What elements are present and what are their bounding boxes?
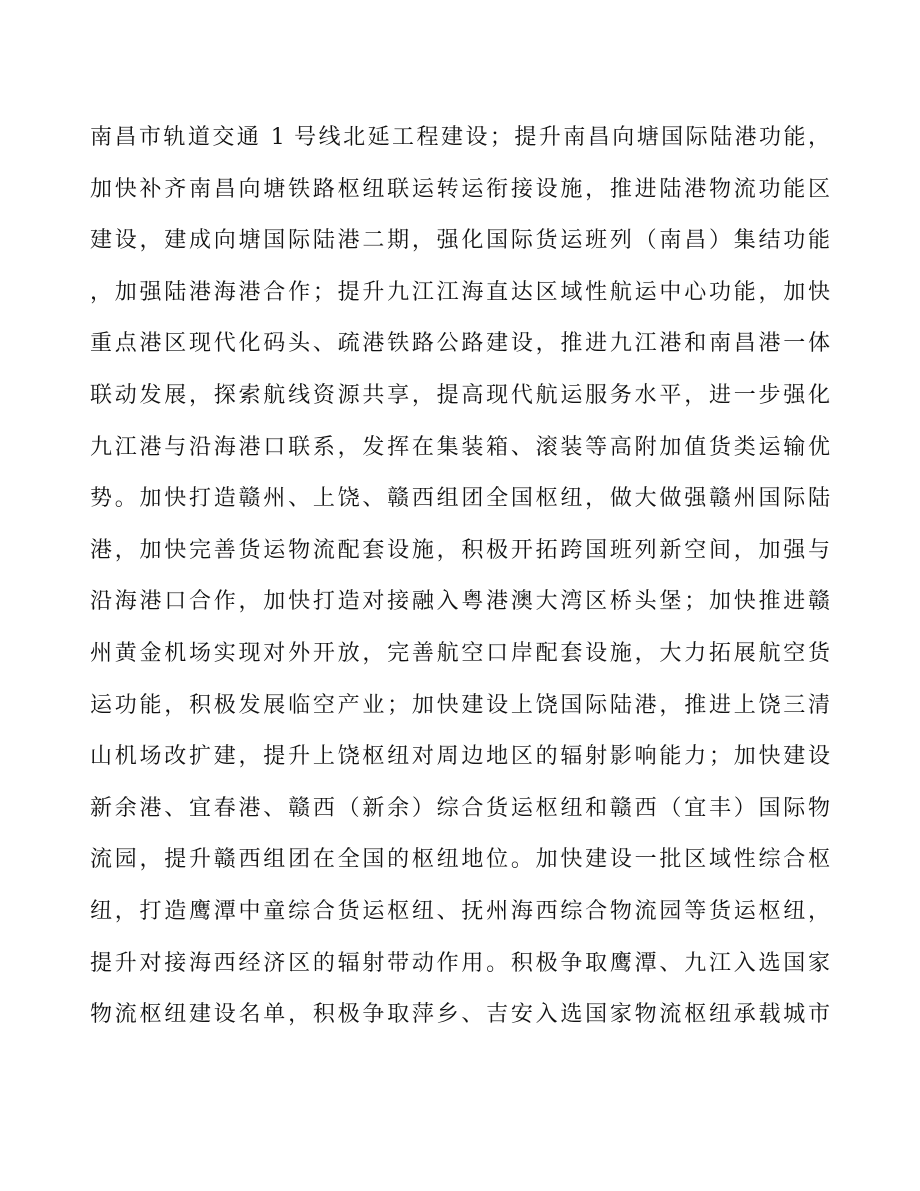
text-line: 建设，建成向塘国际陆港二期，强化国际货运班列（南昌）集结功能 bbox=[90, 228, 830, 254]
text-line: 联动发展，探索航线资源共享，提高现代航运服务水平，进一步强化 bbox=[90, 382, 830, 408]
text-line: 九江港与沿海港口联系，发挥在集装箱、滚装等高附加值货类运输优 bbox=[90, 434, 830, 460]
text-line: 运功能，积极发展临空产业；加快建设上饶国际陆港，推进上饶三清 bbox=[90, 692, 830, 718]
text-line: 新余港、宜春港、赣西（新余）综合货运枢纽和赣西（宜丰）国际物 bbox=[90, 795, 830, 821]
text-line: 重点港区现代化码头、疏港铁路公路建设，推进九江港和南昌港一体 bbox=[90, 331, 830, 357]
text-line: 纽，打造鹰潭中童综合货运枢纽、抚州海西综合物流园等货运枢纽， bbox=[90, 898, 830, 924]
text-line: 沿海港口合作，加快打造对接融入粤港澳大湾区桥头堡；加快推进赣 bbox=[90, 589, 830, 615]
body-text bbox=[90, 112, 830, 1041]
text-line: 物流枢纽建设名单，积极争取萍乡、吉安入选国家物流枢纽承载城市 bbox=[90, 1002, 830, 1028]
text-line: 南昌市轨道交通 1 号线北延工程建设；提升南昌向塘国际陆港功能， bbox=[90, 125, 830, 150]
text-line: 山机场改扩建，提升上饶枢纽对周边地区的辐射影响能力；加快建设 bbox=[90, 744, 830, 770]
text-line: 港，加快完善货运物流配套设施，积极开拓跨国班列新空间，加强与 bbox=[90, 537, 830, 563]
text-line: 提升对接海西经济区的辐射带动作用。积极争取鹰潭、九江入选国家 bbox=[90, 950, 830, 976]
text-line: 势。加快打造赣州、上饶、赣西组团全国枢纽，做大做强赣州国际陆 bbox=[90, 486, 830, 512]
text-line: 加快补齐南昌向塘铁路枢纽联运转运衔接设施，推进陆港物流功能区 bbox=[90, 176, 830, 202]
text-line: ，加强陆港海港合作；提升九江江海直达区域性航运中心功能，加快 bbox=[90, 279, 830, 305]
text-line: 流园，提升赣西组团在全国的枢纽地位。加快建设一批区域性综合枢 bbox=[90, 847, 830, 873]
text-line: 州黄金机场实现对外开放，完善航空口岸配套设施，大力拓展航空货 bbox=[90, 640, 830, 666]
